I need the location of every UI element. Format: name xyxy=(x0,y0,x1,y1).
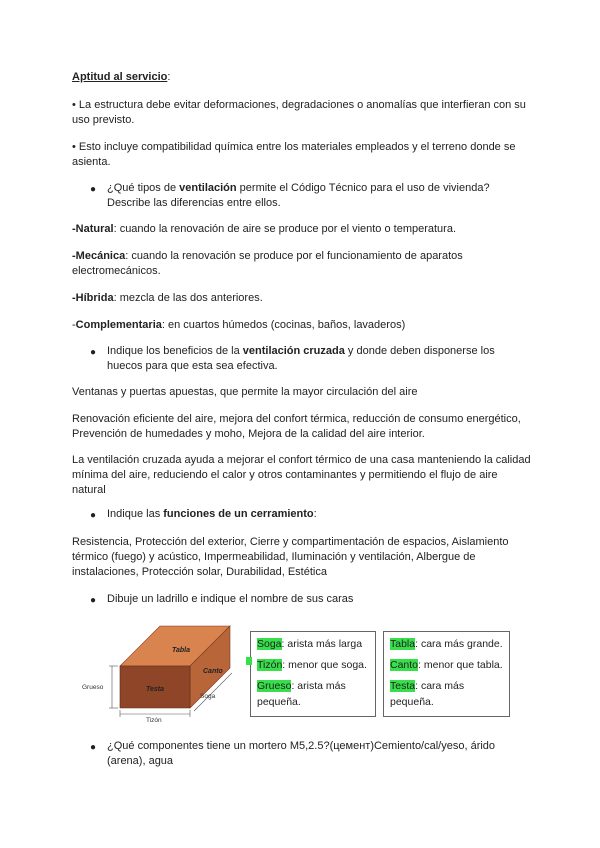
question-ventilation: ¿Qué tipos de ventilación permite el Código Técnico para el uso de vivienda? Describe las diferencias entre ellos. xyxy=(107,182,490,209)
question-cross-ventilation: Indique los beneficios de la ventilación cruzada y donde deben disponerse los huecos para que esta sea efectiva. xyxy=(107,345,495,372)
bullet-1: ● xyxy=(90,184,97,195)
brick-label-soga: Soga xyxy=(200,693,216,700)
brick-label-tabla: Tabla xyxy=(172,647,191,654)
bullet-3: ● xyxy=(90,510,97,521)
bullet-2: ● xyxy=(90,347,97,358)
definition-box-faces xyxy=(383,631,510,717)
question-brick: Dibuje un ladrillo e indique el nombre de sus caras xyxy=(107,593,354,605)
definition-tizon: Tizón: menor que soga. xyxy=(257,659,367,671)
brick-label-grueso: Grueso xyxy=(82,684,104,691)
natural-item: -Natural: cuando la renovación de aire se produce por el viento o temperatura. xyxy=(72,223,457,235)
question-mortar: ¿Qué componentes tiene un mortero M5,2.5?(цемент)Cemiento/cal/yeso, árido (arena), agua xyxy=(107,740,496,767)
definition-testa-cont: pequeña. xyxy=(390,696,434,708)
answer-openings: Ventanas y puertas apuestas, que permite la mayor circulación del aire xyxy=(72,386,418,398)
definition-soga: Soga: arista más larga xyxy=(257,638,363,650)
brick-label-canto: Canto xyxy=(203,668,223,675)
paragraph-2: • Esto incluye compatibilidad química entre los materiales empleados y el terreno donde se asienta. xyxy=(72,141,516,168)
answer-cross-ventilation: La ventilación cruzada ayuda a mejorar el confort térmico de una casa manteniendo la calidad mínima del aire, reduciendo el calor y otros contaminantes y permitiendo el flujo de aire natural xyxy=(72,454,531,496)
definition-canto: Canto: menor que tabla. xyxy=(390,659,503,671)
complementaria-item: -Complementaria: en cuartos húmedos (cocinas, baños, lavaderos) xyxy=(72,319,406,331)
brick-diagram xyxy=(72,618,232,723)
hibrida-item: -Híbrida: mezcla de las dos anteriores. xyxy=(72,292,263,304)
definition-grueso: Grueso: arista más xyxy=(257,680,346,692)
definition-box-edges xyxy=(250,631,376,717)
question-enclosure: Indique las funciones de un cerramiento: xyxy=(107,508,317,520)
brick-label-tizon: Tizón xyxy=(146,717,162,723)
definition-grueso-cont: pequeña. xyxy=(257,696,301,708)
definition-tabla: Tabla: cara más grande. xyxy=(390,638,503,650)
answer-benefits: Renovación eficiente del aire, mejora del confort térmica, reducción de consumo energético, Prevención de humedades y moho, Mejora de la calidad del aire interior. xyxy=(72,413,521,440)
definition-testa: Testa: cara más xyxy=(390,680,465,692)
bullet-5: ● xyxy=(90,742,97,753)
section-title: Aptitud al servicio: xyxy=(72,71,171,83)
mecanica-item: -Mecánica: cuando la renovación se produce por el funcionamiento de aparatos electromecánicos. xyxy=(72,250,463,277)
brick-label-testa: Testa xyxy=(146,686,165,693)
answer-enclosure: Resistencia, Protección del exterior, Cierre y compartimentación de espacios, Aislamiento térmico (fuego) y acústico, Impermeabilidad, Iluminación y ventilación, Albergue de instalaciones, Protección solar, Durabilidad, Estética xyxy=(72,536,509,578)
paragraph-1: • La estructura debe evitar deformaciones, degradaciones o anomalías que interfieran con su uso previsto. xyxy=(72,99,526,126)
highlight-marker xyxy=(246,657,252,665)
bullet-4: ● xyxy=(90,595,97,606)
